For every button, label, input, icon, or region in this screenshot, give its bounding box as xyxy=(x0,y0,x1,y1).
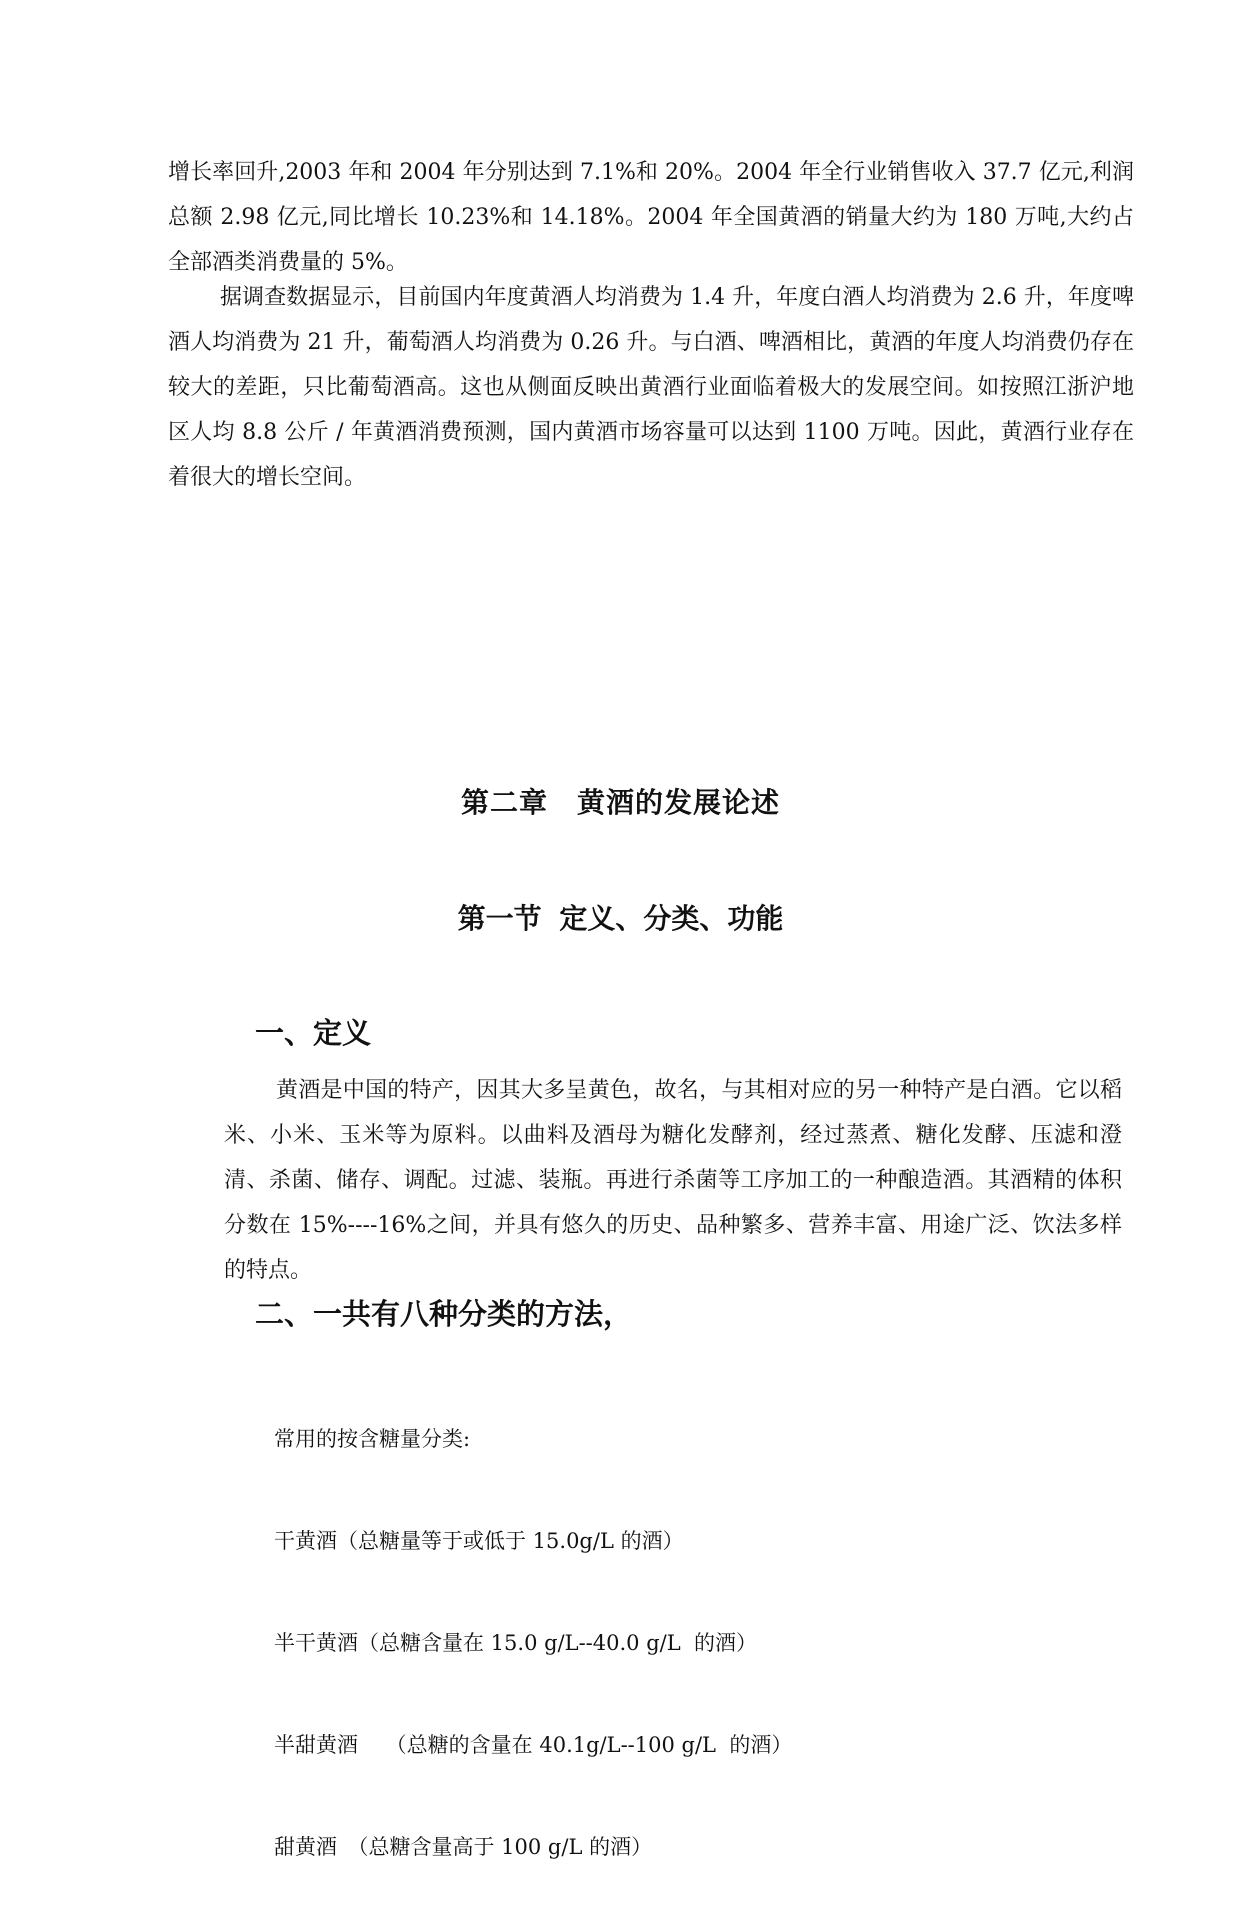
list-item: 半甜黄酒 （总糖的含量在 40.1g/L--100 g/L 的酒） xyxy=(274,1733,793,1757)
classification-heading: 二、一共有八种分类的方法， xyxy=(255,1297,633,1331)
list-item: 常用的按含糖量分类: xyxy=(274,1427,471,1451)
list-item: 甜黄酒 （总糖含量高于 100 g/L 的酒） xyxy=(274,1835,653,1859)
definition-heading: 一、定义 xyxy=(255,1016,372,1050)
paragraph-definition: 黄酒是中国的特产，因其大多呈黄色，故名，与其相对应的另一种特产是白酒。它以稻米、小米、玉米等为原料。以曲料及酒母为糖化发酵剂，经过蒸煮、糖化发酵、压滤和澄清、杀菌、储存、调配。过滤、装瓶。再进行杀菌等工序加工的一种酿造酒。其酒精的体积分数在 15%----16%之间，并具有悠久的历史、品种繁多、营养丰富、用途广泛、饮法多样的特点。 xyxy=(224,1078,1122,1283)
list-item: 半干黄酒（总糖含量在 15.0 g/L--40.0 g/L 的酒） xyxy=(274,1631,758,1655)
paragraph-growth-stats: 增长率回升,2003 年和 2004 年分别达到 7.1%和 20%。2004 年全行业销售收入 37.7 亿元,利润总额 2.98 亿元,同比增长 10.23%和 14.18%。2004 年全国黄酒的销量大约为 180 万吨,大约占全部酒类消费量的 5%。 xyxy=(168,160,1134,275)
classification-list xyxy=(274,1354,792,1932)
list-item: 干黄酒（总糖量等于或低于 15.0g/L 的酒） xyxy=(274,1529,684,1553)
paragraph-consumption-survey: 据调查数据显示，目前国内年度黄酒人均消费为 1.4 升，年度白酒人均消费为 2.6 升，年度啤酒人均消费为 21 升，葡萄酒人均消费为 0.26 升。与白酒、啤酒相比，黄酒的年度人均消费仍存在较大的差距，只比葡萄酒高。这也从侧面反映出黄酒行业面临着极大的发展空间。如按照江浙沪地区人均 8.8 公斤 / 年黄酒消费预测，国内黄酒市场容量可以达到 1100 万吨。因此，黄酒行业存在着很大的增长空间。 xyxy=(168,285,1134,490)
section-title: 第一节 定义、分类、功能 xyxy=(457,902,784,935)
chapter-title: 第二章 黄酒的发展论述 xyxy=(460,786,780,819)
